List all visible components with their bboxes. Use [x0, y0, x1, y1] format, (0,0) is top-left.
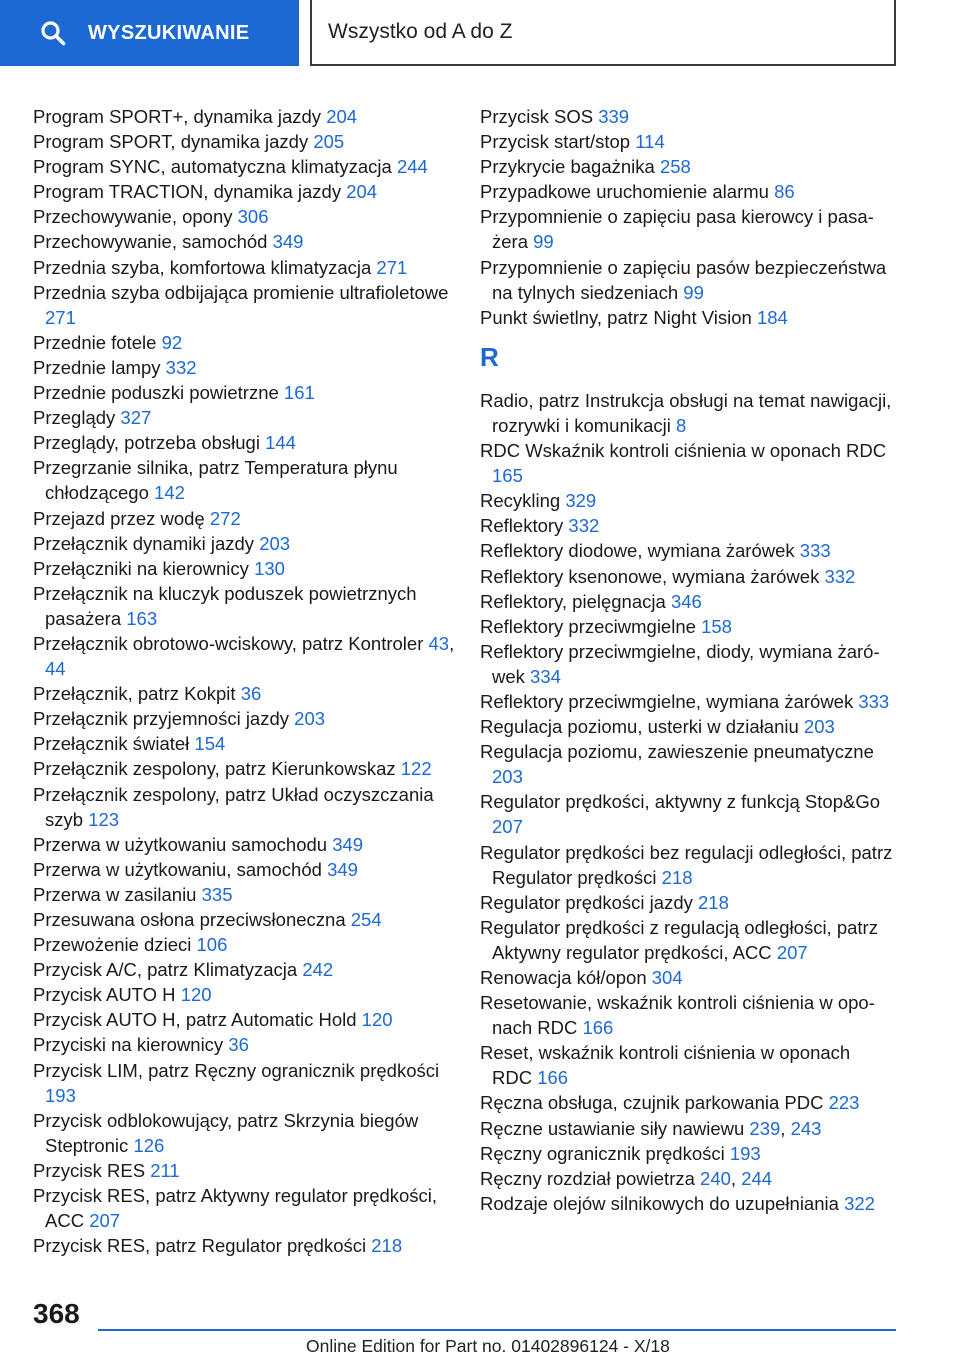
page-link[interactable]: 193 — [729, 1142, 761, 1164]
index-entry — [480, 488, 895, 513]
index-entry-label: Przechowywanie, samochód — [33, 231, 268, 253]
index-entry — [33, 706, 463, 731]
page-link[interactable]: 36 — [228, 1034, 249, 1056]
index-entry — [480, 614, 895, 639]
index-group-p-continued — [480, 104, 895, 330]
page-link[interactable]: 332 — [568, 515, 600, 537]
index-entry — [480, 1040, 895, 1090]
index-entry-label: Przednia szyba, komfortowa klimatyzacja — [33, 256, 372, 278]
page-link[interactable]: 346 — [670, 590, 702, 612]
index-entry-label: Program SPORT, dynamika jazdy — [33, 131, 309, 153]
index-entry-label: Regulator prędkości bez regulacji odległości, patrz Regulator prędkości — [480, 841, 893, 888]
page-link[interactable]: 332 — [165, 356, 197, 378]
index-entry-label: Przełącznik na kluczyk poduszek powietrznych pasażera — [33, 582, 417, 629]
page-link[interactable]: 306 — [237, 206, 269, 228]
index-entry — [33, 857, 463, 882]
page-link[interactable]: 193 — [45, 1084, 76, 1106]
index-entry — [33, 882, 463, 907]
index-entry-label: Przerwa w użytkowaniu samochodu — [33, 833, 328, 855]
index-entry — [33, 731, 463, 756]
page-link[interactable]: 130 — [254, 557, 285, 579]
page-link[interactable]: 120 — [180, 984, 212, 1006]
index-entry-label: Program SYNC, automatyczna klimatyzacja — [33, 156, 392, 178]
index-entry-label: Przednie poduszki powietrzne — [33, 382, 279, 404]
index-entry-label: Przycisk RES, patrz Aktywny regulator prędkości, ACC — [33, 1185, 438, 1232]
search-button[interactable] — [0, 0, 299, 66]
page-link[interactable]: 120 — [361, 1009, 393, 1031]
page-link[interactable]: 203 — [492, 766, 523, 788]
index-entry — [480, 840, 895, 890]
index-entry — [33, 179, 463, 204]
index-entry-label: Przełącznik przyjemności jazdy — [33, 708, 290, 730]
index-entry: Przełącznik obrotowo-wciskowy, patrz Kontroler 43, 44 — [33, 632, 455, 680]
index-entry — [33, 129, 463, 154]
index-entry — [480, 255, 895, 305]
page-link[interactable]: 349 — [272, 231, 304, 253]
index-group-r — [480, 388, 895, 1216]
page-link[interactable]: 123 — [88, 808, 120, 830]
index-column-left — [33, 104, 463, 1258]
index-entry — [33, 1233, 463, 1258]
breadcrumb-label: Wszystko od A do Z — [328, 20, 513, 43]
index-entry-label: Punkt świetlny, patrz Night Vision — [480, 306, 752, 328]
page-link[interactable]: 349 — [327, 858, 358, 880]
index-entry-label: Przycisk odblokowujący, patrz Skrzynia biegów Steptronic — [33, 1109, 419, 1156]
breadcrumb[interactable] — [310, 0, 896, 66]
index-entry — [480, 990, 895, 1040]
index-entry — [480, 388, 895, 438]
page-link[interactable]: 106 — [196, 934, 228, 956]
index-entry — [480, 179, 895, 204]
page-link[interactable]: 272 — [209, 507, 241, 529]
page-link[interactable]: 163 — [126, 607, 158, 629]
index-entry-label: Regulacja poziomu, zawieszenie pneumatyczne — [480, 741, 874, 763]
index-entry — [33, 405, 463, 430]
index-entry — [480, 639, 895, 689]
index-entry-label: Przypomnienie o zapięciu pasów bezpieczeństwa na tylnych siedzeniach — [480, 256, 887, 303]
index-entry-label: Przełącznik dynamiki jazdy — [33, 532, 255, 554]
page-link[interactable]: 203 — [803, 716, 835, 738]
index-entry — [33, 581, 463, 631]
page-link[interactable]: 218 — [698, 891, 729, 913]
index-entry-label: Program SPORT+, dynamika jazdy — [33, 106, 322, 127]
index-entry — [33, 1058, 463, 1108]
index-entry — [33, 455, 463, 505]
page-number: 368 — [33, 1298, 80, 1329]
page-link[interactable]: 203 — [294, 708, 326, 730]
page-link[interactable]: 329 — [565, 490, 597, 512]
index-entry-label: Przełączniki na kierownicy — [33, 557, 249, 579]
index-entry — [480, 1090, 895, 1115]
page-link[interactable]: 204 — [326, 106, 358, 127]
index-entry — [33, 506, 463, 531]
page-link[interactable]: 142 — [154, 482, 185, 504]
index-entry-label: Reflektory przeciwmgielne, diody, wymiana żarówek — [480, 640, 880, 687]
search-label: WYSZUKIWANIE — [88, 21, 250, 44]
index-entry-label: RDC Wskaźnik kontroli ciśnienia w oponach RDC — [480, 440, 887, 462]
page-link[interactable]: 349 — [332, 833, 364, 855]
index-entry — [33, 957, 463, 982]
index-entry — [33, 154, 463, 179]
page-link[interactable]: 244 — [741, 1167, 773, 1189]
index-entry — [33, 280, 463, 330]
index-entry-label: Radio, patrz Instrukcja obsługi na temat nawigacji, rozrywki i komunikacji — [480, 389, 892, 436]
index-entry: Ręczny rozdział powietrza 240, 244 — [480, 1167, 773, 1189]
index-entry — [33, 932, 463, 957]
header-bar — [0, 0, 960, 66]
index-entry-label: Przycisk start/stop — [480, 131, 631, 153]
index-entry-label: Regulator prędkości jazdy — [480, 891, 693, 913]
index-entry-label: Przycisk LIM, patrz Ręczny ogranicznik prędkości — [33, 1059, 440, 1081]
index-entry-label: Przednia szyba odbijająca promienie ultrafioletowe — [33, 281, 449, 303]
index-entry — [33, 1108, 463, 1158]
page-link[interactable]: 335 — [201, 883, 233, 905]
page-link[interactable]: 218 — [371, 1235, 403, 1257]
index-entry: Ręczne ustawianie siły nawiewu 239, 243 — [480, 1117, 822, 1139]
index-entry — [480, 438, 895, 488]
index-entry-label: Przykrycie bagażnika — [480, 156, 655, 178]
index-entry-label: Renowacja kół/opon — [480, 967, 647, 988]
index-entry-label: Przycisk RES, patrz Regulator prędkości — [33, 1235, 367, 1257]
index-entry — [480, 890, 895, 915]
index-entry-label: Przypomnienie o zapięciu pasa kierowcy i pasażera — [480, 206, 874, 253]
page-link[interactable]: 203 — [259, 532, 291, 554]
index-entry-label: Przycisk AUTO H, patrz Automatic Hold — [33, 1009, 357, 1031]
page-link[interactable]: 86 — [774, 181, 795, 203]
footer-divider — [98, 1329, 896, 1331]
index-entry — [480, 915, 895, 965]
index-entry — [480, 739, 895, 789]
index-entry — [33, 556, 463, 581]
page-link[interactable]: 122 — [400, 758, 432, 780]
index-entry-label: Reflektory przeciwmgielne, wymiana żarówek — [480, 690, 854, 712]
index-entry — [480, 714, 895, 739]
page-link[interactable]: 239 — [749, 1117, 781, 1139]
index-entry-label: Przycisk RES — [33, 1159, 146, 1181]
index-entry-label: Recykling — [480, 490, 561, 512]
index-entry — [33, 681, 463, 706]
index-entry-label: Rodzaje olejów silnikowych do uzupełniania — [480, 1192, 839, 1214]
index-entry-label: Reflektory przeciwmgielne — [480, 615, 696, 637]
index-entry — [480, 305, 895, 330]
index-column-right — [480, 104, 895, 1216]
page-link[interactable]: 304 — [651, 967, 683, 988]
index-entry-label: Przechowywanie, opony — [33, 206, 233, 228]
page-link[interactable]: 254 — [350, 909, 382, 930]
index-entry-label: Przełącznik obrotowo-wciskowy, patrz Kontroler — [33, 632, 424, 654]
index-entry-label: Reflektory, pielęgnacja — [480, 590, 666, 612]
index-entry — [33, 104, 463, 129]
index-entry — [33, 832, 463, 857]
index-entry-label: Przełącznik zespolony, patrz Układ oczyszczania szyb — [33, 783, 434, 830]
index-entry — [33, 355, 463, 380]
page-link[interactable]: 204 — [346, 181, 378, 203]
index-entry-label: Ręczna obsługa, czujnik parkowania PDC — [480, 1092, 824, 1114]
index-entry-label: Przegrzanie silnika, patrz Temperatura płynu chłodzącego — [33, 457, 398, 504]
page-link[interactable]: 36 — [240, 683, 262, 705]
index-entry-label: Przypadkowe uruchomienie alarmu — [480, 181, 769, 203]
page-link[interactable]: 327 — [120, 407, 152, 429]
page-link[interactable]: 99 — [533, 231, 554, 253]
index-entry-label: Reflektory ksenonowe, wymiana żarówek — [480, 565, 820, 587]
page-link[interactable]: 207 — [492, 816, 523, 838]
index-entry — [33, 1032, 463, 1057]
page-link[interactable]: 165 — [492, 465, 523, 487]
index-entry-label: Przesuwana osłona przeciwsłoneczna — [33, 909, 346, 930]
index-entry — [33, 531, 463, 556]
page-link[interactable]: 114 — [635, 131, 665, 153]
index-entry-label: Przyciski na kierownicy — [33, 1034, 224, 1056]
index-entry — [480, 589, 895, 614]
index-entry — [33, 1007, 463, 1032]
page-link[interactable]: 126 — [133, 1134, 165, 1156]
page-link[interactable]: 92 — [161, 331, 183, 353]
index-entry-label: Ręczny rozdział powietrza — [480, 1167, 695, 1189]
index-entry-label: Resetowanie, wskaźnik kontroli ciśnienia w oponach RDC — [480, 992, 875, 1039]
search-icon — [40, 20, 66, 46]
page-link[interactable]: 244 — [396, 156, 428, 178]
page-link[interactable]: 184 — [756, 306, 788, 328]
index-entry-label: Reflektory diodowe, wymiana żarówek — [480, 540, 795, 562]
index-entry-label: Przełącznik świateł — [33, 733, 190, 755]
index-entry — [480, 513, 895, 538]
index-entry-label: Przerwa w użytkowaniu, samochód — [33, 858, 322, 880]
index-entry — [480, 129, 895, 154]
index-entry — [33, 982, 463, 1007]
index-entry — [480, 1191, 895, 1216]
index-entry-label: Przednie fotele — [33, 331, 157, 353]
page-link[interactable]: 332 — [824, 565, 856, 587]
index-entry — [33, 380, 463, 405]
section-letter: R — [480, 341, 499, 372]
index-entry — [33, 1183, 463, 1233]
footer-edition: Online Edition for Part no. 01402896124 - X/18 — [306, 1336, 670, 1356]
page-link[interactable]: 334 — [530, 665, 561, 687]
page-link[interactable]: 43 — [428, 632, 450, 654]
index-entry — [480, 789, 895, 839]
page-link[interactable]: 243 — [790, 1117, 822, 1139]
index-entry — [33, 255, 463, 280]
index-entry — [33, 229, 463, 254]
index-entry-label: Ręczne ustawianie siły nawiewu — [480, 1117, 745, 1139]
index-entry — [33, 204, 463, 229]
page-link[interactable]: 242 — [302, 959, 334, 981]
index-entry-label: Reset, wskaźnik kontroli ciśnienia w oponach RDC — [480, 1042, 851, 1089]
page-link[interactable]: 333 — [858, 690, 890, 712]
index-entry-label: Przerwa w zasilaniu — [33, 883, 197, 905]
index-entry-label: Regulator prędkości, aktywny z funkcją Stop&Go — [480, 791, 880, 813]
index-entry-label: Przewożenie dzieci — [33, 934, 192, 956]
index-entry — [33, 430, 463, 455]
index-entry — [480, 204, 895, 254]
page-link[interactable]: 207 — [89, 1210, 121, 1232]
index-entry-label: Przeglądy, potrzeba obsługi — [33, 432, 260, 454]
index-entry — [33, 1158, 463, 1183]
index-entry — [33, 782, 463, 832]
index-entry-label: Przycisk SOS — [480, 106, 594, 127]
index-entry-label: Przełącznik zespolony, patrz Kierunkowskaz — [33, 758, 396, 780]
page-link[interactable]: 322 — [844, 1192, 875, 1214]
page-link[interactable]: 144 — [265, 432, 296, 454]
page-link[interactable]: 333 — [799, 540, 831, 562]
index-entry — [33, 330, 463, 355]
index-entry-label: Regulator prędkości z regulacją odległości, patrz Aktywny regulator prędkości, ACC — [480, 916, 878, 963]
page-link[interactable]: 223 — [828, 1092, 860, 1114]
page-link[interactable]: 211 — [150, 1159, 180, 1181]
index-entry-label: Przeglądy — [33, 407, 116, 429]
page-link[interactable]: 8 — [676, 414, 687, 436]
page-link[interactable]: 158 — [701, 615, 732, 637]
index-entry-label: Przejazd przez wodę — [33, 507, 205, 529]
page-link[interactable]: 218 — [661, 866, 693, 888]
page-link[interactable]: 161 — [283, 382, 315, 404]
index-entry-label: Przełącznik, patrz Kokpit — [33, 683, 236, 705]
index-entry — [480, 689, 895, 714]
page-link[interactable]: 205 — [313, 131, 345, 153]
page-link[interactable]: 258 — [659, 156, 691, 178]
index-entry — [480, 538, 895, 563]
index-entry — [33, 907, 463, 932]
page-link[interactable]: 271 — [376, 256, 408, 278]
index-entry-label: Przednie lampy — [33, 356, 161, 378]
page-link[interactable]: 240 — [700, 1167, 731, 1189]
index-entry-label: Program TRACTION, dynamika jazdy — [33, 181, 342, 203]
index-entry — [480, 104, 895, 129]
index-entry-label: Przycisk AUTO H — [33, 984, 176, 1006]
index-entry-label: Ręczny ogranicznik prędkości — [480, 1142, 725, 1164]
page-link[interactable]: 154 — [194, 733, 226, 755]
index-entry-label: Regulacja poziomu, usterki w działaniu — [480, 716, 799, 738]
page-link[interactable]: 99 — [683, 281, 704, 303]
index-entry — [480, 154, 895, 179]
page-link[interactable]: 271 — [45, 306, 76, 328]
index-entry — [480, 965, 895, 990]
page-link[interactable]: 44 — [45, 658, 66, 680]
index-entry-label: Przycisk A/C, patrz Klimatyzacja — [33, 959, 298, 981]
index-entry — [480, 564, 895, 589]
index-entry — [480, 1141, 895, 1166]
index-entry-label: Reflektory — [480, 515, 564, 537]
page-link[interactable]: 207 — [776, 941, 808, 963]
index-entry — [33, 756, 463, 781]
page-link[interactable]: 166 — [582, 1017, 614, 1039]
page-link[interactable]: 339 — [598, 106, 630, 127]
page-link[interactable]: 166 — [537, 1067, 569, 1089]
